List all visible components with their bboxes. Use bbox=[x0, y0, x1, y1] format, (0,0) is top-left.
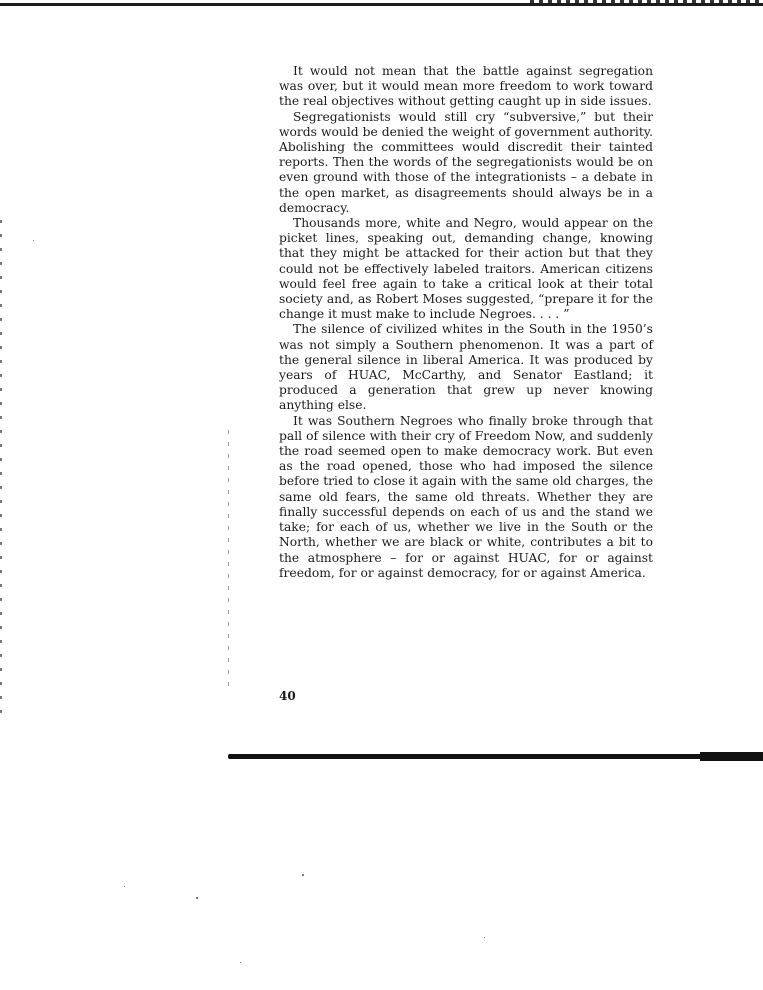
page-number: 40 bbox=[279, 689, 296, 703]
scan-speck bbox=[484, 937, 485, 938]
top-rule bbox=[0, 3, 763, 6]
scan-speck bbox=[33, 240, 34, 241]
scan-speck bbox=[196, 897, 198, 899]
scan-speck bbox=[240, 962, 241, 963]
paragraph: Segregationists would still cry “subversive,” but their words would be denied the weight of government authority. Abolishing the committees would discredit their tainted reports. Then the words of the segregationists would be on even ground with those of the integrationists – a debate in the open market, as disagreements should always be in a democracy. bbox=[279, 109, 653, 215]
paragraph: The silence of civilized whites in the South in the 1950’s was not simply a Southern phenomenon. It was a part of the general silence in liberal America. It was produced by years of HUAC, McCarthy, and Senator Eastland; it produced a generation that grew up never knowing anything else. bbox=[279, 322, 653, 413]
inner-scan-edge bbox=[228, 430, 229, 690]
paragraph: It was Southern Negroes who finally broke through that pall of silence with their cry of Freedom Now, and suddenly the road seemed open to make democracy work. But even as the road opened, those who had imposed the silence before tried to close it again with the same old charges, the same old fears, the same old threats. Whether they are finally successful depends on each of us and the stand we take; for each of us, whether we live in the South or the North, whether we are black or white, contributes a bit to the atmosphere – for or against HUAC, for or against freedom, for or against democracy, for or against America. bbox=[279, 413, 653, 580]
bottom-rule bbox=[228, 754, 763, 759]
scan-speck bbox=[124, 886, 125, 887]
paragraph: It would not mean that the battle against segregation was over, but it would mean more freedom to work toward the real objectives without getting caught up in side issues. bbox=[279, 64, 653, 109]
paragraph: Thousands more, white and Negro, would appear on the picket lines, speaking out, demanding change, knowing that they might be attacked for their action but that they could not be effectively labeled traitors. American citizens would feel free again to take a critical look at their total society and, as Robert Moses suggested, “prepare it for the change it must make to include Negroes. . . . ” bbox=[279, 216, 653, 322]
bottom-rule-edge bbox=[700, 752, 763, 761]
body-text bbox=[279, 64, 653, 581]
scan-speck bbox=[302, 874, 304, 876]
left-scan-edge bbox=[0, 220, 2, 720]
